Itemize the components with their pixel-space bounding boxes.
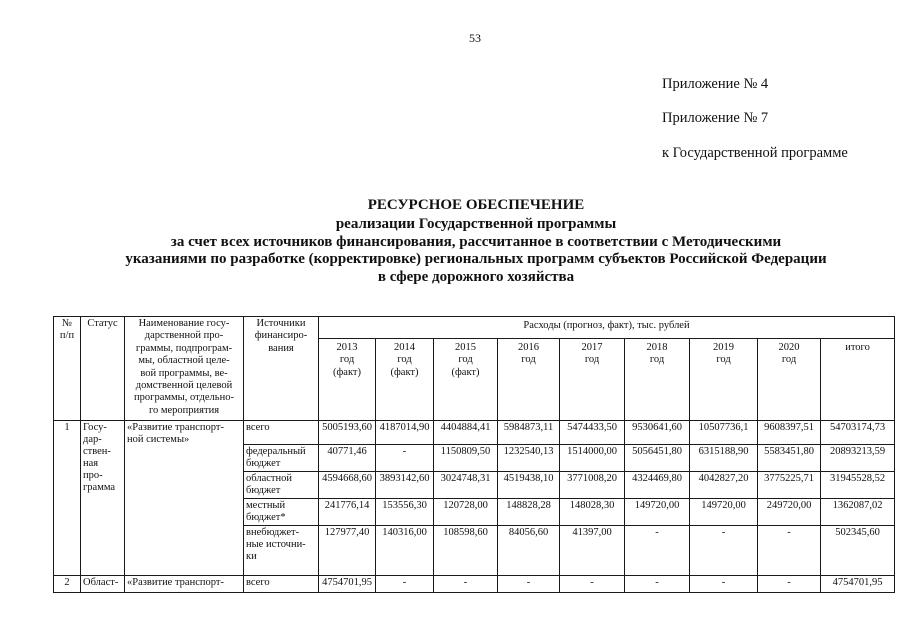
status-cell: Област-: [81, 576, 125, 593]
year-value-cell: 4404884,41: [434, 421, 498, 445]
total-value-cell: 20893213,59: [821, 445, 895, 472]
header-funding-source: Источники финансиро- вания: [244, 317, 319, 421]
year-value-cell: 148828,28: [498, 499, 560, 526]
header-number: № п/п: [54, 317, 81, 421]
year-value-cell: 5583451,80: [758, 445, 821, 472]
year-value-cell: -: [758, 526, 821, 576]
year-value-cell: 149720,00: [690, 499, 758, 526]
document-subtitle-line: указаниями по разработке (корректировке) региональных программ субъектов Российской Федерации: [125, 251, 827, 267]
year-value-cell: -: [376, 576, 434, 593]
year-value-cell: 5005193,60: [319, 421, 376, 445]
funding-source-cell: местный бюджет*: [244, 499, 319, 526]
year-value-cell: -: [560, 576, 625, 593]
header-year: 2018 год: [625, 339, 690, 421]
year-value-cell: 5474433,50: [560, 421, 625, 445]
page-number: 53: [469, 31, 481, 45]
year-value-cell: 9530641,60: [625, 421, 690, 445]
year-value-cell: 4519438,10: [498, 472, 560, 499]
year-value-cell: 3775225,71: [758, 472, 821, 499]
year-value-cell: 84056,60: [498, 526, 560, 576]
funding-source-cell: федеральный бюджет: [244, 445, 319, 472]
header-year: 2015 год (факт): [434, 339, 498, 421]
year-value-cell: 1150809,50: [434, 445, 498, 472]
year-value-cell: 6315188,90: [690, 445, 758, 472]
year-value-cell: 41397,00: [560, 526, 625, 576]
year-value-cell: -: [625, 576, 690, 593]
year-value-cell: 4754701,95: [319, 576, 376, 593]
year-value-cell: 40771,46: [319, 445, 376, 472]
year-value-cell: -: [690, 576, 758, 593]
year-value-cell: -: [434, 576, 498, 593]
header-expenses: Расходы (прогноз, факт), тыс. рублей: [319, 317, 895, 339]
year-value-cell: -: [625, 526, 690, 576]
table-row: [54, 421, 895, 445]
table-row: [54, 576, 895, 593]
year-value-cell: 149720,00: [625, 499, 690, 526]
year-value-cell: 148028,30: [560, 499, 625, 526]
year-value-cell: 3024748,31: [434, 472, 498, 499]
year-value-cell: 1514000,00: [560, 445, 625, 472]
year-value-cell: 153556,30: [376, 499, 434, 526]
year-value-cell: 5056451,80: [625, 445, 690, 472]
header-status: Статус: [81, 317, 125, 421]
year-value-cell: -: [758, 576, 821, 593]
year-value-cell: 140316,00: [376, 526, 434, 576]
table-body: [54, 421, 895, 593]
total-value-cell: 54703174,73: [821, 421, 895, 445]
status-cell: Госу- дар- ствен- ная про- грамма: [81, 421, 125, 576]
year-value-cell: 4594668,60: [319, 472, 376, 499]
year-value-cell: 5984873,11: [498, 421, 560, 445]
year-value-cell: 241776,14: [319, 499, 376, 526]
total-value-cell: 31945528,52: [821, 472, 895, 499]
year-value-cell: 9608397,51: [758, 421, 821, 445]
year-value-cell: -: [690, 526, 758, 576]
document-subtitle-line: в сфере дорожного хозяйства: [377, 269, 575, 285]
appendix-number-7: Приложение № 7: [662, 110, 769, 126]
year-value-cell: 3893142,60: [376, 472, 434, 499]
funding-source-cell: всего: [244, 576, 319, 593]
year-value-cell: 4324469,80: [625, 472, 690, 499]
row-number-cell: 2: [54, 576, 81, 593]
total-value-cell: 1362087,02: [821, 499, 895, 526]
header-year: 2020 год: [758, 339, 821, 421]
header-year: 2019 год: [690, 339, 758, 421]
program-name-cell: «Развитие транспорт-: [125, 576, 244, 593]
total-value-cell: 502345,60: [821, 526, 895, 576]
year-value-cell: -: [376, 445, 434, 472]
document-title: РЕСУРСНОЕ ОБЕСПЕЧЕНИЕ: [367, 197, 585, 213]
appendix-program-reference: к Государственной программе: [662, 145, 848, 161]
resource-table: [53, 316, 895, 593]
header-total: итого: [821, 339, 895, 421]
appendix-number-4: Приложение № 4: [662, 76, 769, 92]
funding-source-cell: внебюджет- ные источни- ки: [244, 526, 319, 576]
year-value-cell: 4042827,20: [690, 472, 758, 499]
funding-source-cell: областной бюджет: [244, 472, 319, 499]
year-value-cell: -: [498, 576, 560, 593]
header-program-name: Наименование госу- дарственной про- граммы, подпрограм- мы, областной целе- вой программы, ве- домственной целевой программы, отдельно- го мероприятия: [125, 317, 244, 421]
document-subtitle-line: за счет всех источников финансирования, рассчитанное в соответствии с Методическими: [170, 234, 782, 250]
total-value-cell: 4754701,95: [821, 576, 895, 593]
header-year: 2017 год: [560, 339, 625, 421]
table-header-row: [54, 317, 895, 339]
year-value-cell: 1232540,13: [498, 445, 560, 472]
table-header: [54, 317, 895, 421]
row-number-cell: 1: [54, 421, 81, 576]
funding-source-cell: всего: [244, 421, 319, 445]
header-year: 2016 год: [498, 339, 560, 421]
year-value-cell: 4187014,90: [376, 421, 434, 445]
year-value-cell: 127977,40: [319, 526, 376, 576]
program-name-cell: «Развитие транспорт- ной системы»: [125, 421, 244, 576]
year-value-cell: 3771008,20: [560, 472, 625, 499]
header-year: 2014 год (факт): [376, 339, 434, 421]
year-value-cell: 120728,00: [434, 499, 498, 526]
year-value-cell: 108598,60: [434, 526, 498, 576]
header-year: 2013 год (факт): [319, 339, 376, 421]
document-subtitle-line: реализации Государственной программы: [335, 216, 617, 232]
year-value-cell: 10507736,1: [690, 421, 758, 445]
year-value-cell: 249720,00: [758, 499, 821, 526]
